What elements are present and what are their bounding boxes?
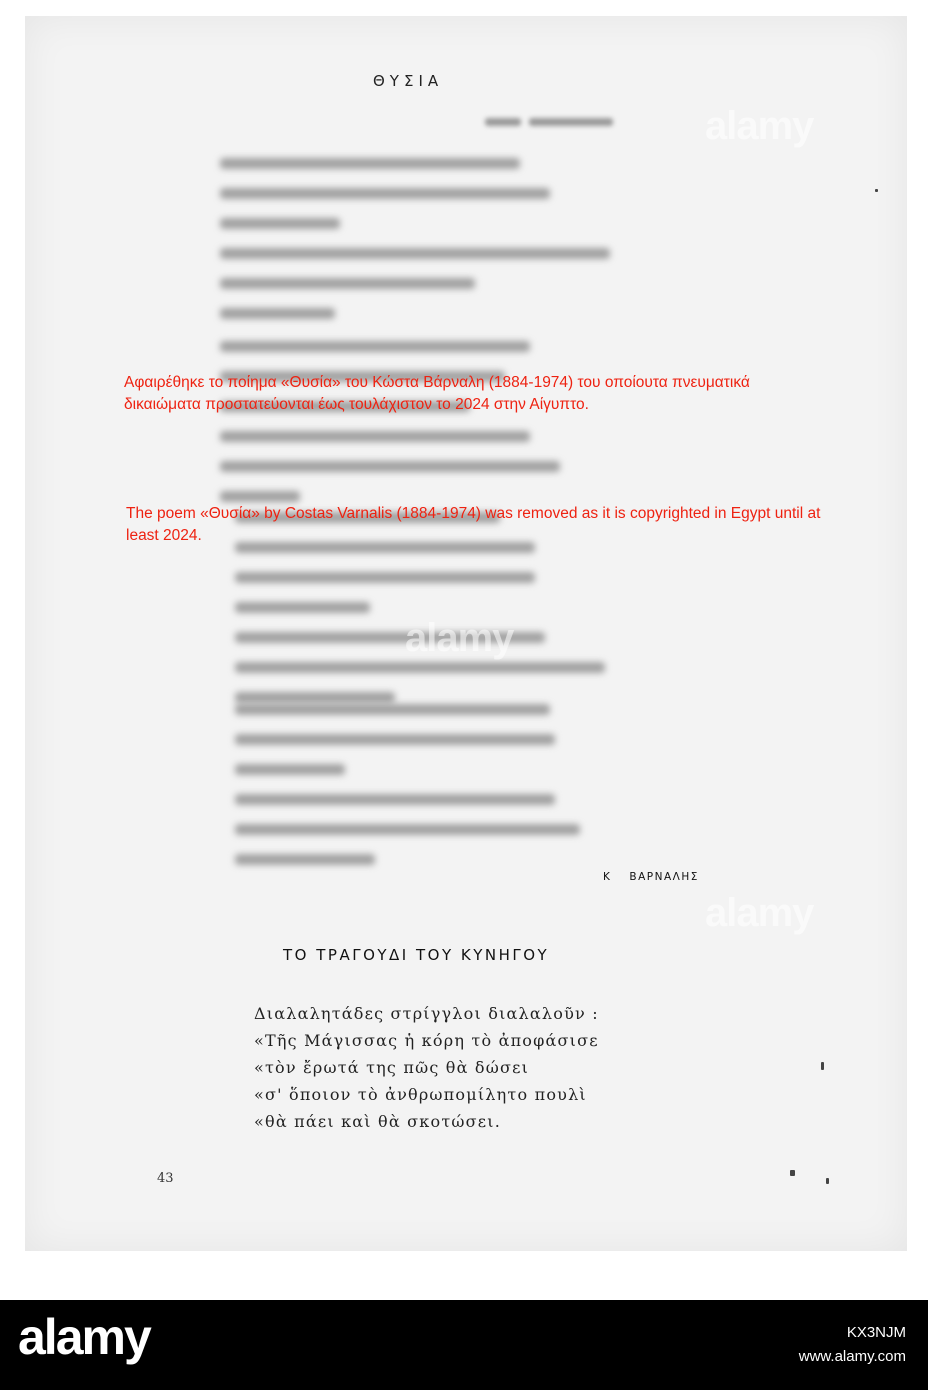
- watermark-logo: alamy: [405, 616, 514, 660]
- image-id: KX3NJM: [846, 1324, 906, 1341]
- second-poem-title: ΤΟ ΤΡΑΓΟΥΔΙ ΤΟΥ ΚΥΝΗΓΟΥ: [283, 946, 550, 964]
- poem-line: «τὸν ἔρωτά της πῶς θὰ δώσει: [254, 1058, 530, 1077]
- signature-initial: Κ: [603, 871, 612, 883]
- blurred-poem-stanza-4: [235, 704, 635, 884]
- alamy-logo: alamy: [18, 1309, 150, 1365]
- scanned-page: [25, 16, 907, 1251]
- removal-notice-english: The poem «Θυσία» by Costas Varnalis (1884-1974) was removed as it is copyrighted in Egypt until at least 2024.: [126, 505, 821, 544]
- scan-speck: [826, 1178, 829, 1184]
- blurred-poem-stanza-1: [220, 158, 620, 338]
- author-signature: [603, 871, 699, 883]
- scan-speck: [875, 189, 878, 192]
- site-url[interactable]: www.alamy.com: [798, 1348, 906, 1365]
- scan-speck: [821, 1062, 824, 1070]
- watermark-logo: alamy: [705, 104, 814, 148]
- poem-line: Διαλαλητάδες στρίγγλοι διαλαλοῦν :: [254, 1004, 599, 1023]
- blurred-dedication: [485, 111, 625, 125]
- poem-line: «θὰ πάει καὶ θὰ σκοτώσει.: [254, 1112, 501, 1131]
- poem-title: ΘΥΣΙΑ: [373, 72, 444, 90]
- signature-name: ΒΑΡΝΑΛΗΣ: [629, 871, 699, 883]
- blurred-poem-stanza-2: [220, 341, 620, 521]
- scan-speck: [790, 1170, 795, 1176]
- second-poem-text: [254, 1004, 599, 1139]
- page-number: 43: [157, 1171, 174, 1186]
- removal-notice-greek: Αφαιρέθηκε το ποίημα «Θυσία» του Κώστα Βάρναλη (1884-1974) του οποίουτα πνευματικά δικαιώματα προστατεύονται έως τουλάχιστον το 2024 στην Αίγυπτο.: [124, 374, 750, 413]
- poem-line: «σ' ὅποιον τὸ ἀνθρωπομίλητο πουλὶ: [254, 1085, 587, 1104]
- stock-footer-bar: [0, 1300, 928, 1390]
- poem-line: «Τῆς Μάγισσας ἡ κόρη τὸ ἀποφάσισε: [254, 1031, 599, 1050]
- watermark-logo: alamy: [705, 891, 814, 935]
